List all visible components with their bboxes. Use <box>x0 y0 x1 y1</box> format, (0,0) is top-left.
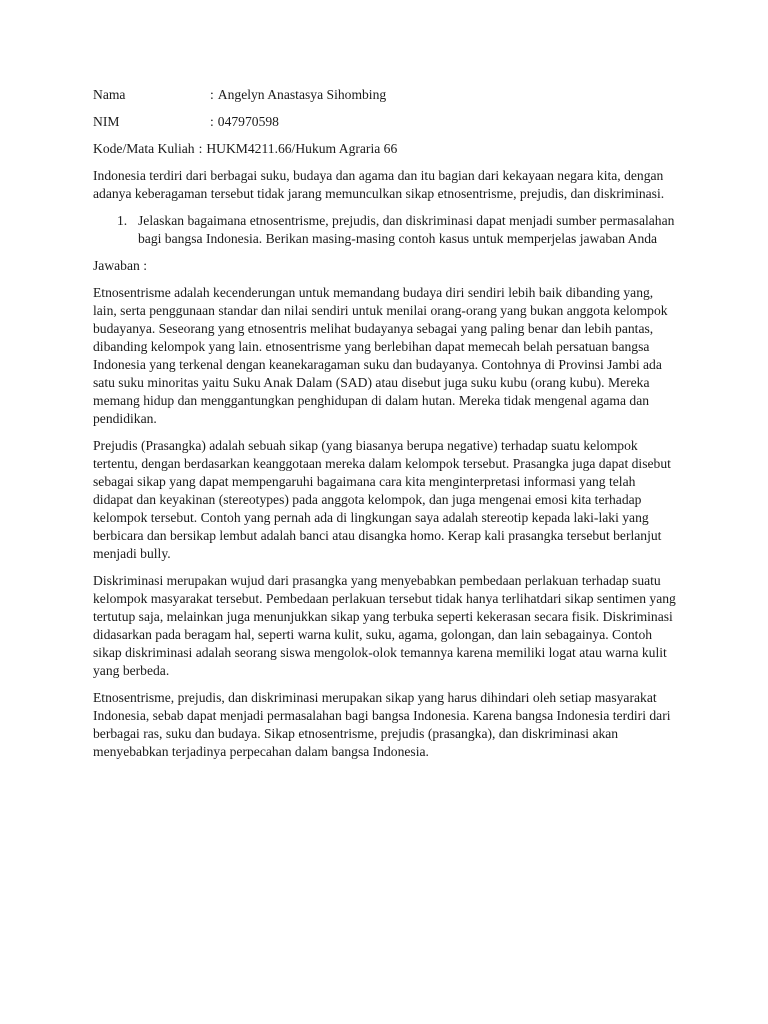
name-row <box>93 86 678 104</box>
name-separator: : <box>210 87 214 102</box>
answer-paragraph-ethnocentrism: Etnosentrisme adalah kecenderungan untuk memandang budaya diri sendiri lebih baik dibanding yang, lain, serta penggunaan standar dan nilai sendiri untuk menilai orang-orang yang bukan anggota kelompok budayanya. Seseorang yang etnosentris melihat budayanya sebagai yang paling benar dan lebih pantas, dibanding kelompok yang lain. etnosentrisme yang berlebihan dapat memecah belah persatuan bangsa Indonesia yang terkenal dengan keanekaragaman suku dan budayanya. Contohnya di Provinsi Jambi ada satu suku minoritas yaitu Suku Anak Dalam (SAD) atau disebut juga suku kubu (orang kubu). Mereka memang hidup dan menggantungkan penghidupan di dalam hutan. Mereka tidak mengenal agama dan pendidikan. <box>93 285 668 426</box>
answer-paragraph-prejudice: Prejudis (Prasangka) adalah sebuah sikap (yang biasanya berupa negative) terhadap suatu kelompok tertentu, dengan berdasarkan keanggotaan mereka dalam kelompok tersebut. Prasangka juga dapat disebut sebagai sikap yang dapat mempengaruhi bagaimana cara kita menginterpretasi informasi yang telah didapat dan keyakinan (stereotypes) pada anggota kelompok, dan juga mengenai emosi kita terhadap kelompok tersebut. Contoh yang pernah ada di lingkungan saya adalah stereotip kepada laki-laki yang berbicara dan bersikap lembut adalah banci atau disangka homo. Kerap kali prasangka tersebut berlanjut menjadi bully. <box>93 438 671 561</box>
document-page <box>93 86 678 770</box>
nim-value: 047970598 <box>217 114 279 129</box>
course-row <box>93 140 678 158</box>
name-value: Angelyn Anastasya Sihombing <box>217 87 387 102</box>
course-label: Kode/Mata Kuliah <box>93 141 195 156</box>
course-separator: : <box>198 141 203 156</box>
nim-row <box>93 113 678 131</box>
answer-label: Jawaban : <box>93 258 147 273</box>
answer-paragraph-conclusion: Etnosentrisme, prejudis, dan diskriminasi merupakan sikap yang harus dihindari oleh setiap masyarakat Indonesia, sebab dapat menjadi permasalahan bagi bangsa Indonesia. Karena bangsa Indonesia terdiri dari berbagai ras, suku dan budaya. Sikap etnosentrisme, prejudis (prasangka), dan diskriminasi akan menyebabkan terjadinya perpecahan dalam bangsa Indonesia. <box>93 690 671 759</box>
nim-label: NIM <box>93 114 120 129</box>
course-value: HUKM4211.66/Hukum Agraria 66 <box>206 141 398 156</box>
question-text: Jelaskan bagaimana etnosentrisme, prejudis, dan diskriminasi dapat menjadi sumber permasalahan bagi bangsa Indonesia. Berikan masing-masing contoh kasus untuk memperjelas jawaban Anda <box>138 213 675 246</box>
question-number: 1. <box>117 213 128 228</box>
question-list <box>93 212 678 248</box>
intro-paragraph: Indonesia terdiri dari berbagai suku, budaya dan agama dan itu bagian dari kekayaan negara kita, dengan adanya keberagaman tersebut tidak jarang memunculkan sikap etnosentrisme, prejudis, dan diskriminasi. <box>93 168 665 201</box>
name-label: Nama <box>93 87 126 102</box>
question-item <box>93 212 678 248</box>
answer-paragraph-discrimination: Diskriminasi merupakan wujud dari prasangka yang menyebabkan pembedaan perlakuan terhadap suatu kelompok masyarakat tersebut. Pembedaan perlakuan tersebut tidak hanya terlihatdari sikap sentimen yang tertutup saja, melainkan juga menunjukkan sikap yang terbuka seperti kekerasan secara fisik. Diskriminasi didasarkan pada beragam hal, seperti warna kulit, suku, agama, golongan, dan lain sebagainya. Contoh sikap diskriminasi adalah seorang siswa mengolok-olok temannya karena memiliki logat atau warna kulit yang berbeda. <box>93 573 676 678</box>
nim-separator: : <box>210 114 214 129</box>
